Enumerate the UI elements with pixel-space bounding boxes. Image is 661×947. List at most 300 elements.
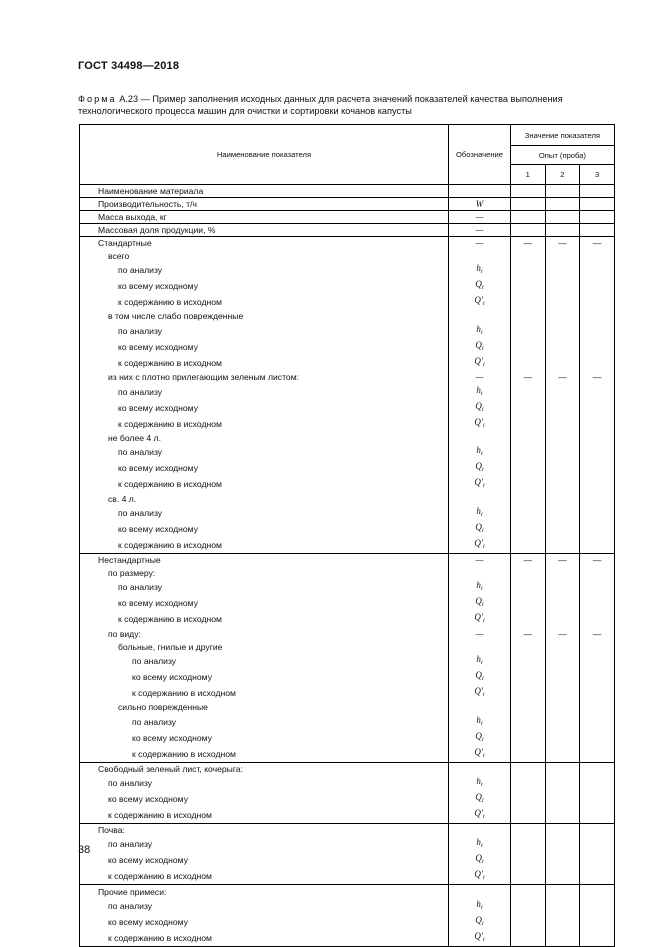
- table-row: [80, 476, 615, 492]
- trial-value-1: [511, 432, 546, 445]
- trial-value-1: [511, 653, 546, 669]
- trial-value-1: [511, 640, 546, 653]
- trial-value-3: [580, 339, 615, 355]
- symbol-subscript: i: [480, 658, 483, 666]
- column-header-trial: Опыт (проба): [511, 146, 615, 165]
- trial-value-2: [545, 914, 580, 930]
- symbol-text: h: [476, 714, 481, 725]
- indicator-name: к содержанию в исходном: [80, 746, 449, 763]
- trial-value-3: [580, 249, 615, 262]
- trial-value-1: [511, 885, 546, 898]
- trial-value-2: [545, 746, 580, 763]
- trial-value-2: [545, 762, 580, 775]
- trial-value-2: [545, 310, 580, 323]
- trial-value-3: [580, 432, 615, 445]
- trial-value-3: [580, 836, 615, 852]
- indicator-symbol: [449, 627, 511, 640]
- indicator-name: по анализу: [80, 714, 449, 730]
- symbol-text: h: [476, 776, 481, 787]
- table-row: [80, 701, 615, 714]
- trial-value-1: [511, 775, 546, 791]
- trial-value-2: [545, 685, 580, 701]
- indicator-name: из них с плотно прилегающим зеленым листом:: [80, 371, 449, 384]
- indicator-name: к содержанию в исходном: [80, 476, 449, 492]
- symbol-text: —: [475, 555, 484, 566]
- trial-value-3: [580, 685, 615, 701]
- column-header-trial-1: 1: [511, 165, 546, 185]
- trial-value-1: [511, 762, 546, 775]
- indicator-symbol: [449, 640, 511, 653]
- trial-value-3: [580, 355, 615, 371]
- indicator-name: по размеру:: [80, 567, 449, 580]
- symbol-subscript: i: [482, 482, 485, 490]
- trial-value-1: [511, 400, 546, 416]
- table-row: [80, 852, 615, 868]
- indicator-name: Стандартные: [80, 237, 449, 250]
- table-row: [80, 310, 615, 323]
- trial-value-2: [545, 868, 580, 885]
- symbol-subscript: i: [480, 719, 483, 727]
- indicator-symbol: [449, 836, 511, 852]
- symbol-subscript: i: [481, 858, 484, 866]
- trial-value-2: —: [545, 371, 580, 384]
- indicator-name: св. 4 л.: [80, 492, 449, 505]
- indicator-name: к содержанию в исходном: [80, 807, 449, 824]
- table-row: [80, 746, 615, 763]
- indicator-symbol: [449, 685, 511, 701]
- trial-value-3: [580, 653, 615, 669]
- indicator-symbol: [449, 554, 511, 567]
- symbol-text: Q': [474, 477, 483, 488]
- indicator-name: Производительность, т/ч: [80, 198, 449, 211]
- trial-value-1: [511, 824, 546, 837]
- indicator-name: всего: [80, 249, 449, 262]
- indicator-symbol: [449, 444, 511, 460]
- trial-value-3: [580, 476, 615, 492]
- table-row: [80, 323, 615, 339]
- indicator-symbol: [449, 611, 511, 627]
- indicator-symbol: [449, 278, 511, 294]
- symbol-subscript: i: [481, 601, 484, 609]
- symbol-subscript: i: [480, 450, 483, 458]
- indicator-symbol: [449, 701, 511, 714]
- trial-value-1: [511, 669, 546, 685]
- indicator-symbol: [449, 595, 511, 611]
- trial-value-3: —: [580, 237, 615, 250]
- indicator-symbol: [449, 746, 511, 763]
- symbol-subscript: i: [482, 813, 485, 821]
- symbol-text: Q': [474, 295, 483, 306]
- trial-value-2: [545, 198, 580, 211]
- symbol-subscript: i: [481, 466, 484, 474]
- indicator-name: к содержанию в исходном: [80, 868, 449, 885]
- trial-value-2: [545, 211, 580, 224]
- symbol-subscript: i: [480, 585, 483, 593]
- trial-value-2: [545, 775, 580, 791]
- symbol-text: Q: [475, 914, 482, 925]
- indicator-symbol: [449, 249, 511, 262]
- trial-value-2: [545, 824, 580, 837]
- trial-value-2: [545, 224, 580, 237]
- trial-value-1: —: [511, 554, 546, 567]
- trial-value-2: —: [545, 627, 580, 640]
- trial-value-1: —: [511, 237, 546, 250]
- trial-value-2: [545, 460, 580, 476]
- trial-value-2: [545, 669, 580, 685]
- indicator-name: ко всему исходному: [80, 460, 449, 476]
- trial-value-3: [580, 278, 615, 294]
- table-row: [80, 714, 615, 730]
- symbol-subscript: i: [482, 874, 485, 882]
- indicator-name: по анализу: [80, 579, 449, 595]
- indicator-symbol: [449, 323, 511, 339]
- indicator-symbol: [449, 824, 511, 837]
- indicator-symbol: [449, 521, 511, 537]
- symbol-text: Q: [475, 853, 482, 864]
- table-row: [80, 791, 615, 807]
- symbol-subscript: i: [480, 842, 483, 850]
- column-header-trial-3: 3: [580, 165, 615, 185]
- indicator-name: к содержанию в исходном: [80, 930, 449, 947]
- table-body: [80, 185, 615, 947]
- table-row: [80, 444, 615, 460]
- table-row: [80, 554, 615, 567]
- trial-value-1: —: [511, 371, 546, 384]
- form-caption-word: Форма: [78, 94, 117, 104]
- trial-value-2: [545, 339, 580, 355]
- trial-value-3: [580, 746, 615, 763]
- symbol-text: h: [476, 384, 481, 395]
- symbol-subscript: i: [481, 797, 484, 805]
- indicator-name: ко всему исходному: [80, 521, 449, 537]
- indicator-name: к содержанию в исходном: [80, 355, 449, 371]
- indicator-symbol: [449, 198, 511, 211]
- indicator-symbol: [449, 294, 511, 310]
- table-row: [80, 579, 615, 595]
- symbol-text: Q': [474, 355, 483, 366]
- trial-value-3: —: [580, 627, 615, 640]
- trial-value-2: [545, 185, 580, 198]
- symbol-text: h: [476, 653, 481, 664]
- indicator-symbol: [449, 371, 511, 384]
- trial-value-3: [580, 567, 615, 580]
- trial-value-3: [580, 868, 615, 885]
- indicator-name: ко всему исходному: [80, 730, 449, 746]
- indicator-name: по анализу: [80, 262, 449, 278]
- indicator-name: к содержанию в исходном: [80, 685, 449, 701]
- indicator-symbol: [449, 791, 511, 807]
- symbol-subscript: i: [482, 690, 485, 698]
- indicator-name: Свободный зеленый лист, кочерыга:: [80, 762, 449, 775]
- trial-value-1: [511, 807, 546, 824]
- indicator-name: по анализу: [80, 775, 449, 791]
- trial-value-1: [511, 492, 546, 505]
- symbol-text: Q': [474, 416, 483, 427]
- symbol-text: —: [475, 238, 484, 249]
- trial-value-3: [580, 416, 615, 432]
- trial-value-2: [545, 492, 580, 505]
- table-row: [80, 521, 615, 537]
- indicator-symbol: [449, 579, 511, 595]
- table-row: [80, 278, 615, 294]
- symbol-text: h: [476, 898, 481, 909]
- indicator-symbol: [449, 775, 511, 791]
- trial-value-1: [511, 852, 546, 868]
- trial-value-1: [511, 537, 546, 554]
- indicator-name: ко всему исходному: [80, 595, 449, 611]
- symbol-subscript: i: [480, 781, 483, 789]
- symbol-text: W: [475, 199, 484, 209]
- page-number: 38: [78, 844, 91, 856]
- trial-value-3: [580, 701, 615, 714]
- indicator-symbol: [449, 432, 511, 445]
- indicator-name: Масса выхода, кг: [80, 211, 449, 224]
- trial-value-3: [580, 521, 615, 537]
- column-header-values: Значение показателя: [511, 125, 615, 146]
- symbol-text: Q': [474, 538, 483, 549]
- indicator-symbol: [449, 476, 511, 492]
- symbol-text: —: [475, 225, 484, 235]
- document-title: ГОСТ 34498—2018: [78, 60, 180, 72]
- trial-value-3: [580, 492, 615, 505]
- trial-value-1: [511, 714, 546, 730]
- indicator-symbol: [449, 885, 511, 898]
- trial-value-2: [545, 476, 580, 492]
- trial-value-1: [511, 185, 546, 198]
- trial-value-2: [545, 537, 580, 554]
- trial-value-1: [511, 611, 546, 627]
- table-row: [80, 685, 615, 701]
- trial-value-2: [545, 262, 580, 278]
- trial-value-3: [580, 579, 615, 595]
- trial-value-3: [580, 852, 615, 868]
- symbol-subscript: i: [481, 344, 484, 352]
- table-row: [80, 885, 615, 898]
- table-row: [80, 198, 615, 211]
- symbol-subscript: i: [481, 674, 484, 682]
- table-row: [80, 384, 615, 400]
- trial-value-1: [511, 746, 546, 763]
- symbol-text: h: [476, 323, 481, 334]
- trial-value-2: [545, 807, 580, 824]
- trial-value-1: [511, 836, 546, 852]
- indicator-name: Нестандартные: [80, 554, 449, 567]
- symbol-subscript: i: [480, 903, 483, 911]
- symbol-text: h: [476, 445, 481, 456]
- indicator-name: ко всему исходному: [80, 339, 449, 355]
- table-row: [80, 460, 615, 476]
- table-row: [80, 611, 615, 627]
- symbol-text: Q': [474, 808, 483, 819]
- trial-value-1: [511, 505, 546, 521]
- table-header: [80, 125, 615, 185]
- trial-value-1: [511, 211, 546, 224]
- indicator-symbol: [449, 262, 511, 278]
- trial-value-2: [545, 640, 580, 653]
- indicator-name: в том числе слабо поврежденные: [80, 310, 449, 323]
- table-row: [80, 537, 615, 554]
- trial-value-1: [511, 685, 546, 701]
- trial-value-3: [580, 640, 615, 653]
- indicator-name: по анализу: [80, 836, 449, 852]
- trial-value-3: [580, 611, 615, 627]
- symbol-subscript: i: [482, 360, 485, 368]
- indicator-symbol: [449, 185, 511, 198]
- trial-value-3: [580, 505, 615, 521]
- table-row: [80, 898, 615, 914]
- symbol-subscript: i: [482, 300, 485, 308]
- symbol-subscript: i: [480, 389, 483, 397]
- indicator-symbol: [449, 852, 511, 868]
- table-row: [80, 868, 615, 885]
- symbol-text: —: [475, 372, 484, 383]
- indicator-symbol: [449, 930, 511, 947]
- indicator-name: к содержанию в исходном: [80, 537, 449, 554]
- indicator-symbol: [449, 914, 511, 930]
- indicator-name: к содержанию в исходном: [80, 294, 449, 310]
- symbol-text: h: [476, 580, 481, 591]
- symbol-subscript: i: [482, 751, 485, 759]
- trial-value-1: [511, 701, 546, 714]
- trial-value-2: [545, 611, 580, 627]
- trial-value-1: [511, 262, 546, 278]
- trial-value-3: [580, 198, 615, 211]
- indicator-symbol: [449, 339, 511, 355]
- indicator-name: ко всему исходному: [80, 400, 449, 416]
- table-row: [80, 824, 615, 837]
- trial-value-3: [580, 885, 615, 898]
- indicator-name: ко всему исходному: [80, 914, 449, 930]
- table-row: [80, 224, 615, 237]
- indicator-symbol: [449, 460, 511, 476]
- trial-value-1: [511, 579, 546, 595]
- trial-value-2: [545, 567, 580, 580]
- table-row: [80, 807, 615, 824]
- symbol-subscript: i: [482, 617, 485, 625]
- trial-value-2: —: [545, 554, 580, 567]
- table-row: [80, 416, 615, 432]
- indicator-symbol: [449, 355, 511, 371]
- symbol-text: h: [476, 837, 481, 848]
- trial-value-3: [580, 384, 615, 400]
- symbol-text: Q: [475, 596, 482, 607]
- symbol-text: Q: [475, 279, 482, 290]
- trial-value-1: [511, 595, 546, 611]
- symbol-text: Q: [475, 461, 482, 472]
- symbol-text: Q: [475, 730, 482, 741]
- table-row: [80, 294, 615, 310]
- table-row: [80, 762, 615, 775]
- trial-value-1: [511, 914, 546, 930]
- table-row: [80, 492, 615, 505]
- trial-value-3: [580, 310, 615, 323]
- indicator-symbol: [449, 400, 511, 416]
- trial-value-1: [511, 868, 546, 885]
- indicator-symbol: [449, 762, 511, 775]
- trial-value-2: [545, 836, 580, 852]
- trial-value-2: [545, 521, 580, 537]
- trial-value-3: [580, 323, 615, 339]
- trial-value-1: [511, 224, 546, 237]
- symbol-subscript: i: [482, 421, 485, 429]
- trial-value-2: [545, 294, 580, 310]
- trial-value-2: [545, 885, 580, 898]
- trial-value-2: [545, 653, 580, 669]
- trial-value-1: [511, 730, 546, 746]
- trial-value-2: [545, 355, 580, 371]
- trial-value-1: [511, 323, 546, 339]
- indicator-name: Прочие примеси:: [80, 885, 449, 898]
- column-header-symbol: Обозначение: [449, 125, 511, 185]
- indicator-symbol: [449, 567, 511, 580]
- trial-value-3: [580, 460, 615, 476]
- trial-value-2: [545, 730, 580, 746]
- indicators-table: [79, 124, 615, 947]
- symbol-subscript: i: [480, 511, 483, 519]
- trial-value-3: —: [580, 371, 615, 384]
- trial-value-1: [511, 898, 546, 914]
- form-caption-text: А.23 — Пример заполнения исходных данных для расчета значений показателей качества выполнения технологического процесса машин для очистки и сортировки кочанов капусты: [78, 94, 563, 116]
- symbol-text: Q: [475, 400, 482, 411]
- trial-value-3: [580, 595, 615, 611]
- table-row: [80, 339, 615, 355]
- indicator-symbol: [449, 868, 511, 885]
- trial-value-2: [545, 505, 580, 521]
- trial-value-3: [580, 224, 615, 237]
- indicator-name: к содержанию в исходном: [80, 416, 449, 432]
- symbol-text: Q: [475, 792, 482, 803]
- indicator-symbol: [449, 492, 511, 505]
- indicator-name: больные, гнилые и другие: [80, 640, 449, 653]
- trial-value-3: [580, 669, 615, 685]
- indicator-symbol: [449, 714, 511, 730]
- trial-value-3: [580, 807, 615, 824]
- trial-value-2: [545, 930, 580, 947]
- indicator-symbol: [449, 211, 511, 224]
- symbol-text: Q: [475, 522, 482, 533]
- symbol-subscript: i: [480, 268, 483, 276]
- indicator-name: ко всему исходному: [80, 669, 449, 685]
- trial-value-1: [511, 294, 546, 310]
- symbol-text: Q': [474, 746, 483, 757]
- table-row: [80, 930, 615, 947]
- indicator-symbol: [449, 384, 511, 400]
- table-row: [80, 595, 615, 611]
- symbol-text: Q': [474, 612, 483, 623]
- trial-value-1: [511, 416, 546, 432]
- indicator-name: по виду:: [80, 627, 449, 640]
- indicator-symbol: [449, 730, 511, 746]
- table-row: [80, 640, 615, 653]
- trial-value-2: [545, 579, 580, 595]
- trial-value-3: [580, 211, 615, 224]
- indicator-name: Почва:: [80, 824, 449, 837]
- trial-value-1: [511, 339, 546, 355]
- trial-value-1: [511, 521, 546, 537]
- trial-value-2: [545, 400, 580, 416]
- symbol-subscript: i: [481, 919, 484, 927]
- indicator-name: Наименование материала: [80, 185, 449, 198]
- indicator-name: по анализу: [80, 653, 449, 669]
- indicator-symbol: [449, 416, 511, 432]
- table-row: [80, 567, 615, 580]
- trial-value-2: —: [545, 237, 580, 250]
- trial-value-1: —: [511, 627, 546, 640]
- trial-value-1: [511, 476, 546, 492]
- symbol-text: Q': [474, 685, 483, 696]
- trial-value-1: [511, 444, 546, 460]
- form-caption: [78, 93, 618, 117]
